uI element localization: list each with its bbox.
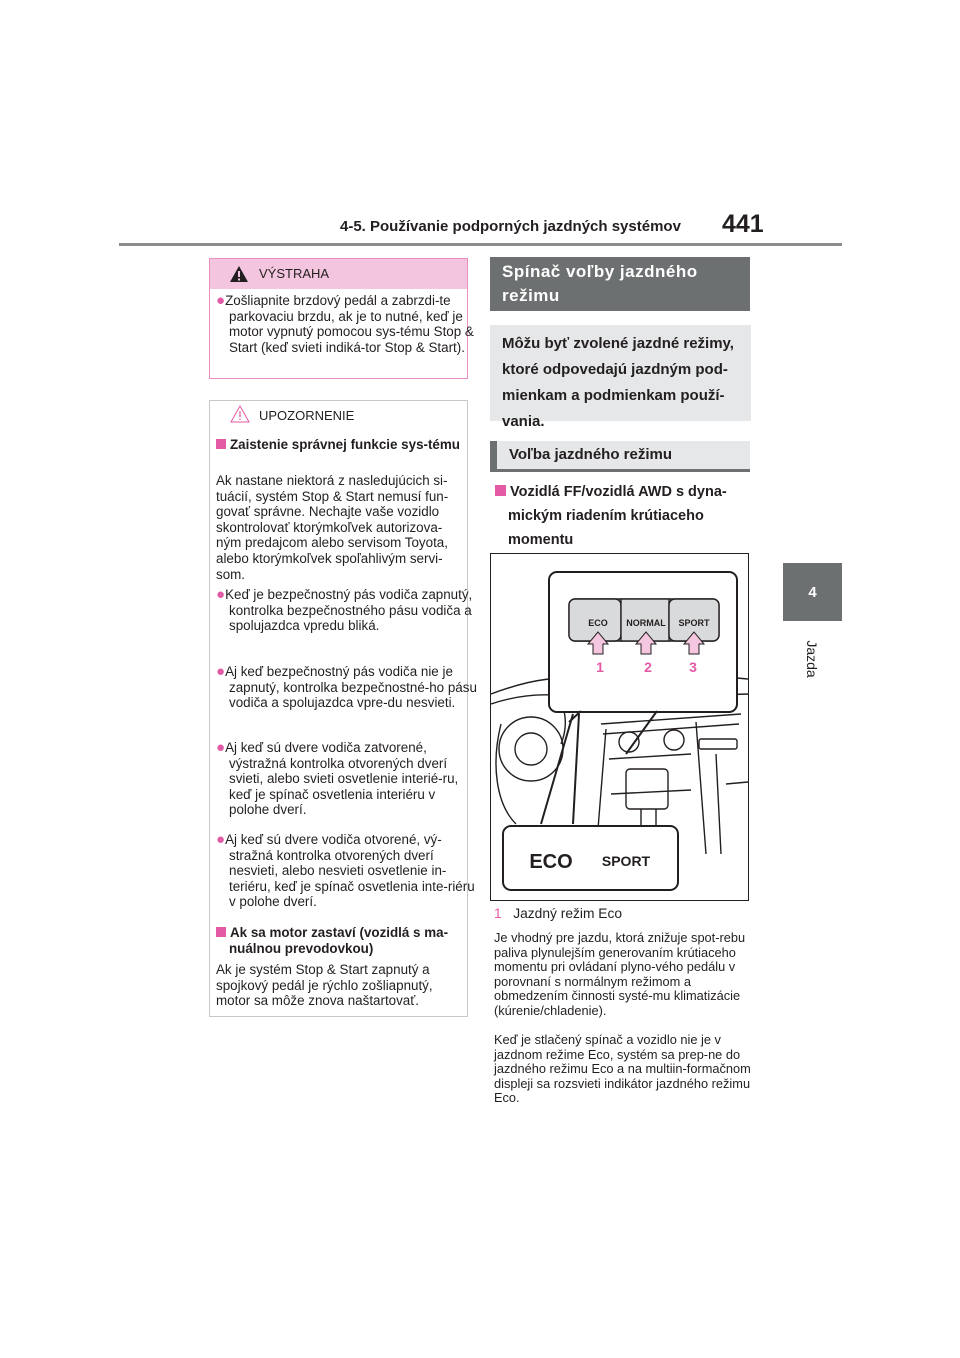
caution-heading-2: Ak sa motor zastaví (vozidlá s ma-nuálnou prevodovkou)	[216, 925, 479, 956]
warning-title: VÝSTRAHA	[259, 266, 330, 281]
description-paragraph-2: Keď je stlačený spínač a vozidlo nie je v jazdnom režime Eco, systém sa prep-ne do jazdného režimu Eco a na multiin-formačnom displeji sa rozsvieti indikátor jazdného režimu Eco.	[494, 1032, 751, 1106]
drive-mode-illustration	[491, 554, 748, 900]
caution-paragraph-2: Ak je systém Stop & Start zapnutý a spojkový pedál je rýchlo zošliapnutý, motor sa môže znova naštartovať.	[216, 962, 433, 1009]
figure-caption: 1 Jazdný režim Eco	[494, 906, 623, 921]
bullet-icon: ●	[216, 739, 226, 756]
btn-eco-label: ECO	[588, 618, 608, 628]
caution-paragraph-1: Ak nastane niektorá z nasledujúcich si-tuácií, systém Stop & Start nemusí fun-govať správne. Nechajte vaše vozidlo skontrolovať ktorýmkoľvek autorizova-ným predajcom alebo servisom Toyota, alebo ktorýmkoľvek spoľahlivým servi-som.	[216, 473, 449, 582]
bullet-icon: ●	[216, 663, 226, 680]
caution-bullet-4: ●Aj keď sú dvere vodiča otvorené, vý-stražná kontrolka otvorených dverí nesvieti, alebo nesvieti osvetlenie in-teriéru, keď je spínač osvetlenia inte-riéru v polohe dverí.	[216, 831, 475, 910]
header-rule	[119, 243, 842, 246]
bullet-icon: ●	[216, 831, 226, 848]
btn-normal-label: NORMAL	[626, 618, 666, 628]
section-header	[490, 257, 750, 311]
caution-heading-1: Zaistenie správnej funkcie sys-tému	[216, 437, 479, 453]
num-2: 2	[644, 659, 652, 675]
caution-title: UPOZORNENIE	[259, 408, 355, 423]
caution-bullet-3: ●Aj keď sú dvere vodiča zatvorené, výstražná kontrolka otvorených dverí svieti, alebo svieti osvetlenie interié-ru, keď je spínač osvetlenia interiéru v polohe dverí.	[216, 739, 459, 818]
caution-bullet-2: ●Aj keď bezpečnostný pás vodiča nie je zapnutý, kontrolka bezpečnostné-ho pásu vodiča a spolujazdca vpre-du nesvieti.	[216, 663, 477, 711]
drive-mode-figure	[490, 553, 749, 901]
num-3: 3	[689, 659, 697, 675]
warning-triangle-icon	[229, 265, 249, 283]
chapter-tab-label: Jazda	[804, 640, 820, 678]
description-paragraph-1: Je vhodný pre jazdu, ktorá znižuje spot-rebu paliva plynulejším generovaním krútiaceho momentu pri ovládaní plyno-vého pedálu v porovnaní s normálnym režimom a obmedzením činnosti systé-mu klimatizácie (kúrenie/chladenie).	[494, 930, 746, 1018]
subsection-title: Voľba jazdného režimu	[509, 446, 673, 463]
square-bullet-icon	[495, 485, 506, 496]
page-number: 441	[722, 210, 764, 238]
chapter-tab[interactable]: 4	[783, 563, 842, 621]
num-1: 1	[596, 659, 604, 675]
warning-box	[209, 258, 474, 379]
caution-triangle-icon	[230, 405, 250, 423]
section-title: Spínač voľby jazdného režimu	[502, 262, 698, 305]
indicator-eco-label: ECO	[529, 851, 573, 873]
chapter-title: 4-5. Používanie podporných jazdných systémov	[340, 218, 681, 235]
caution-bullet-1: ●Keď je bezpečnostný pás vodiča zapnutý, kontrolka bezpečnostného pásu vodiča a spolujazdca vpredu bliká.	[216, 586, 473, 634]
intro-panel	[490, 325, 751, 430]
indicator-sport-label: SPORT	[601, 853, 651, 869]
bullet-icon: ●	[216, 586, 226, 603]
caution-box	[209, 400, 477, 1017]
bullet-icon: ●	[216, 292, 226, 309]
vehicle-heading: Vozidlá FF/vozidlá AWD s dyna-mickým riadením krútiaceho momentu	[495, 480, 768, 552]
btn-sport-label: SPORT	[678, 618, 710, 628]
square-bullet-icon	[216, 927, 226, 937]
warning-text: ●Zošliapnite brzdový pedál a zabrzdi-te parkovaciu brzdu, ak je to nutné, keď je motor vypnutý pomocou sys-tému Stop & Start (keď svieti indiká-tor Stop & Start).	[216, 292, 474, 355]
intro-text: Môžu byť zvolené jazdné režimy, ktoré odpovedajú jazdným pod-mienkam a podmienkam použí-vania.	[502, 335, 734, 430]
square-bullet-icon	[216, 439, 226, 449]
subsection-header	[490, 441, 750, 472]
